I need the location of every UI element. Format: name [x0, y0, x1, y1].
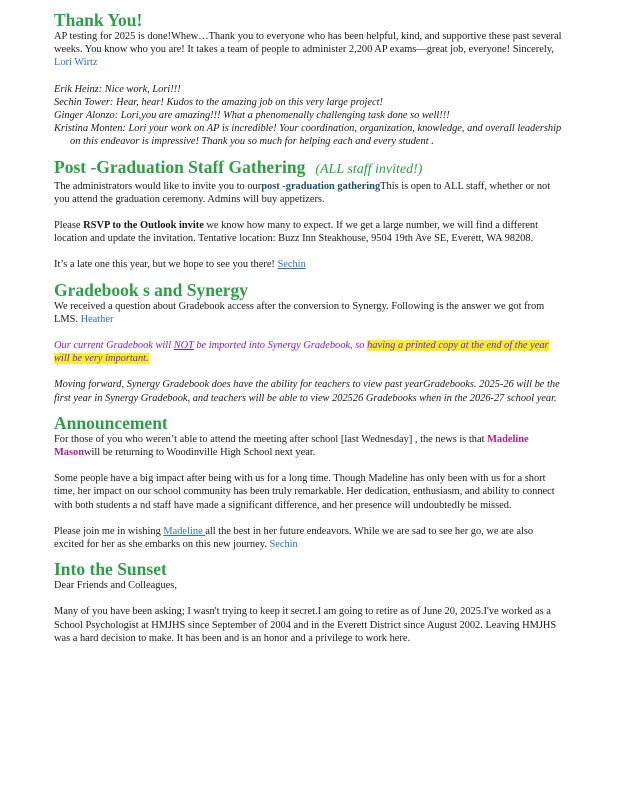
thank-you-heading: Thank You!	[54, 10, 143, 30]
announcement-news: For those of you who weren’t able to attend the meeting after school [last Wednesday] , the news is that Madeline Masonwill be returning to Woodinville High School next year.	[54, 433, 529, 459]
gathering-invite-text: The administrators would like to invite you to ourpost -graduation gatheringThis is open to ALL staff, whether or not you attend the graduation ceremony. Admins will buy appetizers.	[54, 180, 551, 205]
gathering-subtitle: (ALL staff invited!)	[315, 161, 423, 177]
gathering-signature-link[interactable]: Sechin	[277, 259, 306, 271]
announcement-section	[54, 413, 562, 551]
gradebook-highlight: having a printed copy at the end of the year will be very important.	[54, 340, 549, 365]
gathering-section	[54, 157, 562, 272]
comment-sechin: Sechin Tower: Hear, hear! Kudos to the amazing job on this very large project!	[54, 96, 384, 108]
thank-you-signature: Lori Wirtz	[54, 57, 98, 69]
gathering-closing: It’s a late one this year, but we hope to see you there! Sechin	[54, 259, 306, 271]
gradebook-heading: Gradebook s and Synergy	[54, 279, 248, 300]
gradebook-section	[54, 280, 562, 405]
gathering-rsvp-text: Please RSVP to the Outlook invite we know how many to expect. If we get a large number, we will find a different location and update the invitation. Tentative location: Buzz Inn Steakhouse, 9504 19th Ave SE, Everett, WA 98208.	[54, 220, 539, 245]
sunset-greeting: Dear Friends and Colleagues,	[54, 580, 177, 592]
sunset-body: Many of you have been asking; I wasn't trying to keep it secret.I am going to retire as of June 20, 2025.I've worked as a School Psychologist at HMJHS since September of 2004 and in the Everett District since August 2002. Leaving HMJHS was a hard decision to make. It has been and is an honor and a privilege to work here.	[54, 606, 557, 644]
announcement-name: Madeline Mason	[54, 433, 529, 459]
thank-you-section	[54, 10, 562, 149]
announcement-impact: Some people have a big impact after being with us for a long time. Though Madeline has only been with us for a short time, her impact on our school community has been truly remarkable. Her dedication, enthusiasm, and ability to connect with both students a nd staff have made a significant difference, and her presence will undoubtedly be missed.	[54, 473, 555, 511]
gradebook-signature: Heather	[80, 313, 114, 325]
gradebook-intro: We received a question about Gradebook access after the conversion to Synergy. Following is the answer we got from LMS. Heather	[54, 300, 545, 325]
announcement-heading: Announcement	[54, 412, 168, 433]
comment-kristina: Kristina Monten: Lori your work on AP is incredible! Your coordination, organization, knowledge, and overall leadership on this endeavor is impressive! Thank you so much for helping each and every student .	[54, 123, 562, 148]
sunset-section	[54, 559, 562, 645]
comment-erik: Erik Heinz: Nice work, Lori!!!	[54, 83, 181, 95]
madeline-link[interactable]: Madeline	[163, 525, 206, 537]
announcement-wishes: Please join me in wishing Madeline all the best in her future endeavors. While we are sad to see her go, we are also excited for her as she embarks on this new journey. Sechin	[54, 525, 534, 551]
comment-ginger: Ginger Alonzo: Lori,you are amazing!!! What a phenomenally challenging task done so well!!!	[54, 110, 450, 122]
announcement-signature: Sechin	[269, 539, 298, 551]
gradebook-warning: Our current Gradebook will NOT be imported into Synergy Gradebook, so having a printed copy at the end of the year will be very important.	[54, 340, 549, 365]
gathering-heading: Post -Graduation Staff Gathering (ALL staff invited!)	[54, 156, 423, 177]
gradebook-future: Moving forward, Synergy Gradebook does have the ability for teachers to view past yearGradebooks. 2025-26 will be the first year in Synergy Gradebook, and teachers will be able to view 202526 Gradebooks when in the 2026-27 school year.	[54, 379, 560, 404]
sunset-heading: Into the Sunset	[54, 559, 167, 580]
thank-you-body: AP testing for 2025 is done!Whew…Thank you to everyone who has been helpful, kind, and supportive these past several weeks. You know who you are! It takes a team of people to administer 2,200 AP exams—great job, everyone! Sincerely, Lori Wirtz	[54, 31, 562, 69]
